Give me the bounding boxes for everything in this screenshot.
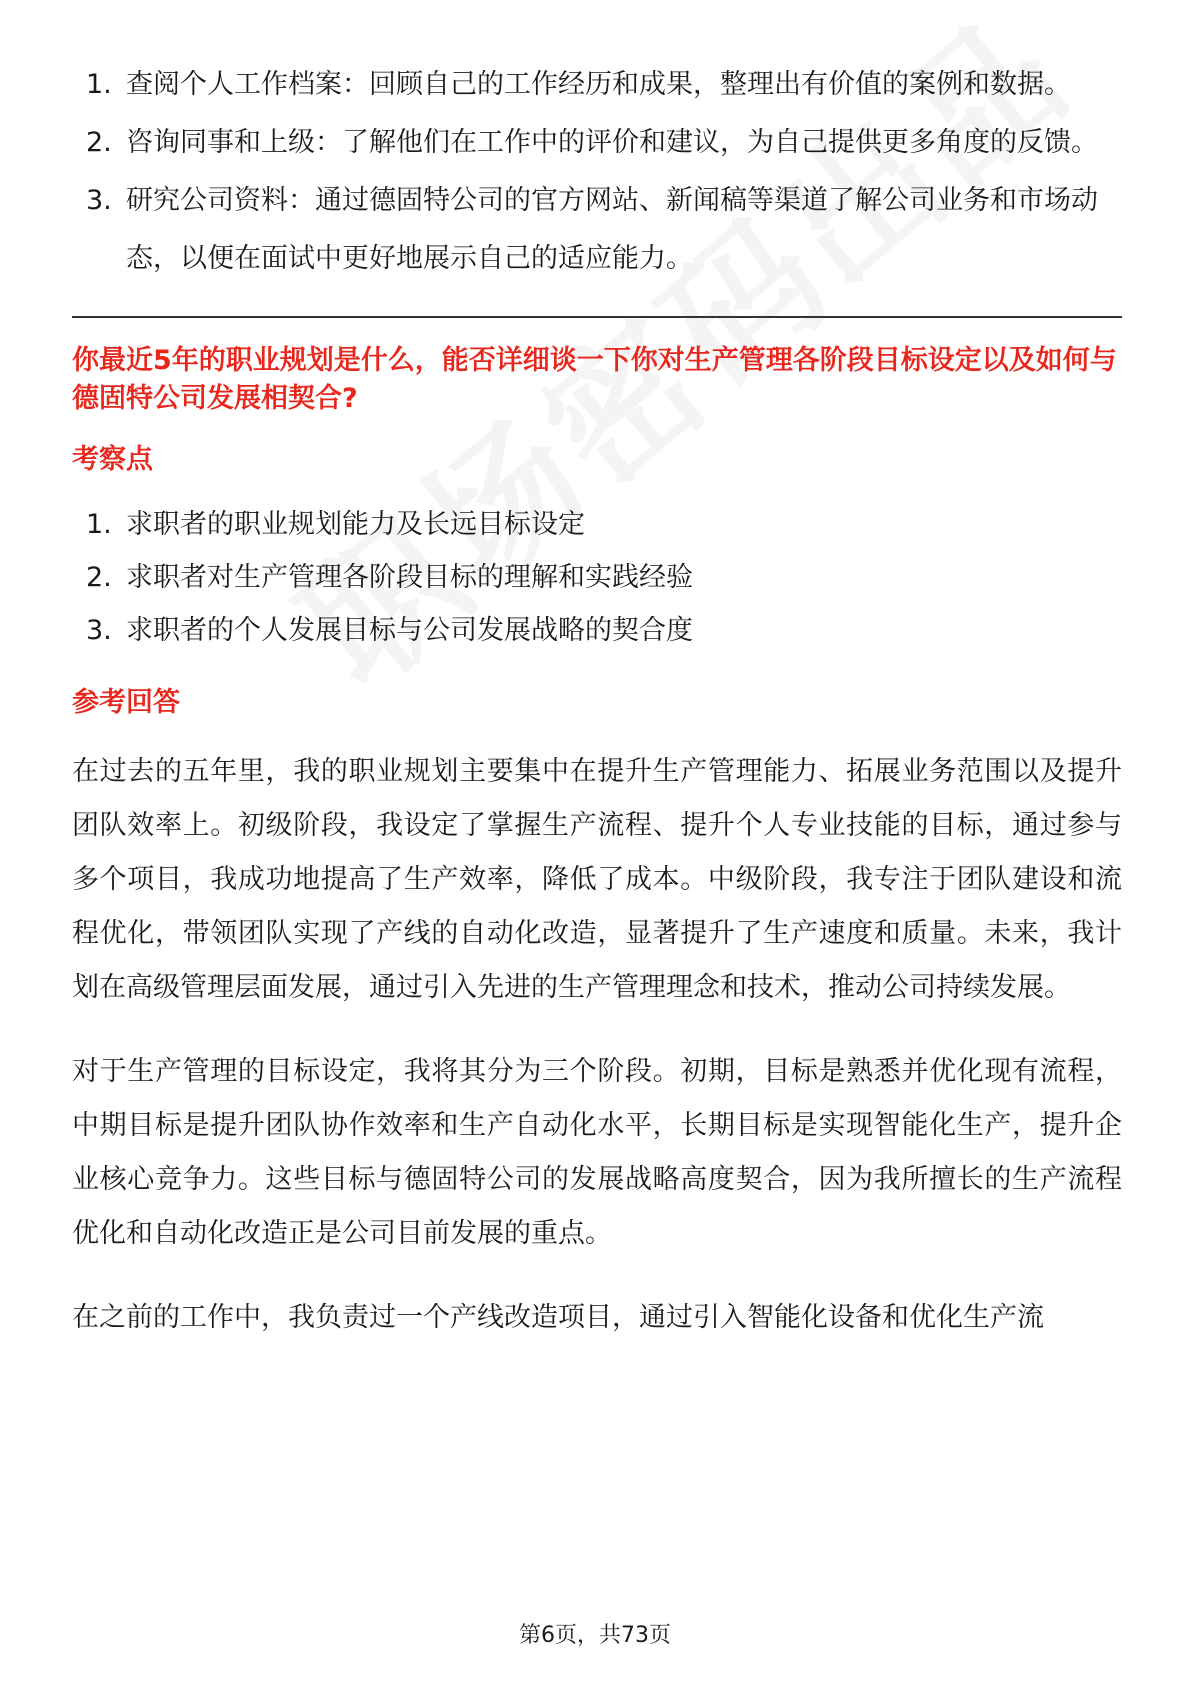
list-item-number: 1. <box>86 509 112 540</box>
answer-paragraph: 在过去的五年里，我的职业规划主要集中在提升生产管理能力、拓展业务范围以及提升团队效率上。初级阶段，我设定了掌握生产流程、提升个人专业技能的目标，通过参与多个项目，我成功地提高了生产效率，降低了成本。中级阶段，我专注于团队建设和流程优化，带领团队实现了产线的自动化改造，显著提升了生产速度和质量。未来，我计划在高级管理层面发展，通过引入先进的生产管理理念和技术，推动公司持续发展。 <box>72 756 1122 1003</box>
assessment-points-heading: 考察点 <box>72 444 153 475</box>
list-item-number: 3. <box>86 185 112 216</box>
list-item <box>72 172 1122 288</box>
list-item-text: 求职者的个人发展目标与公司发展战略的契合度 <box>126 615 693 646</box>
list-item <box>72 56 1122 114</box>
list-item <box>72 604 1122 657</box>
page-content <box>72 56 1122 1375</box>
answer-paragraph: 对于生产管理的目标设定，我将其分为三个阶段。初期，目标是熟悉并优化现有流程，中期目标是提升团队协作效率和生产自动化水平，长期目标是实现智能化生产，提升企业核心竞争力。这些目标与德固特公司的发展战略高度契合，因为我所擅长的生产流程优化和自动化改造正是公司目前发展的重点。 <box>72 1056 1122 1249</box>
list-item <box>72 551 1122 604</box>
page-number-footer: 第6页，共73页 <box>519 1623 671 1648</box>
list-item-text: 求职者的职业规划能力及长远目标设定 <box>126 509 585 540</box>
preparation-list <box>72 56 1122 288</box>
list-item-text: 研究公司资料：通过德固特公司的官方网站、新闻稿等渠道了解公司业务和市场动态，以便在面试中更好地展示自己的适应能力。 <box>126 185 1098 274</box>
list-item-text: 查阅个人工作档案：回顾自己的工作经历和成果，整理出有价值的案例和数据。 <box>126 69 1071 100</box>
assessment-points-list <box>72 498 1122 657</box>
section-divider <box>72 316 1122 318</box>
list-item-number: 2. <box>86 127 112 158</box>
list-item-number: 3. <box>86 615 112 646</box>
reference-answer-heading: 参考回答 <box>72 687 180 718</box>
list-item-text: 咨询同事和上级：了解他们在工作中的评价和建议，为自己提供更多角度的反馈。 <box>126 127 1098 158</box>
list-item-number: 2. <box>86 562 112 593</box>
question-heading: 你最近5年的职业规划是什么，能否详细谈一下你对生产管理各阶段目标设定以及如何与德固特公司发展相契合? <box>72 345 1117 414</box>
list-item <box>72 114 1122 172</box>
list-item-number: 1. <box>86 69 112 100</box>
answer-paragraph: 在之前的工作中，我负责过一个产线改造项目，通过引入智能化设备和优化生产流 <box>72 1302 1044 1333</box>
list-item-text: 求职者对生产管理各阶段目标的理解和实践经验 <box>126 562 693 593</box>
list-item <box>72 498 1122 551</box>
